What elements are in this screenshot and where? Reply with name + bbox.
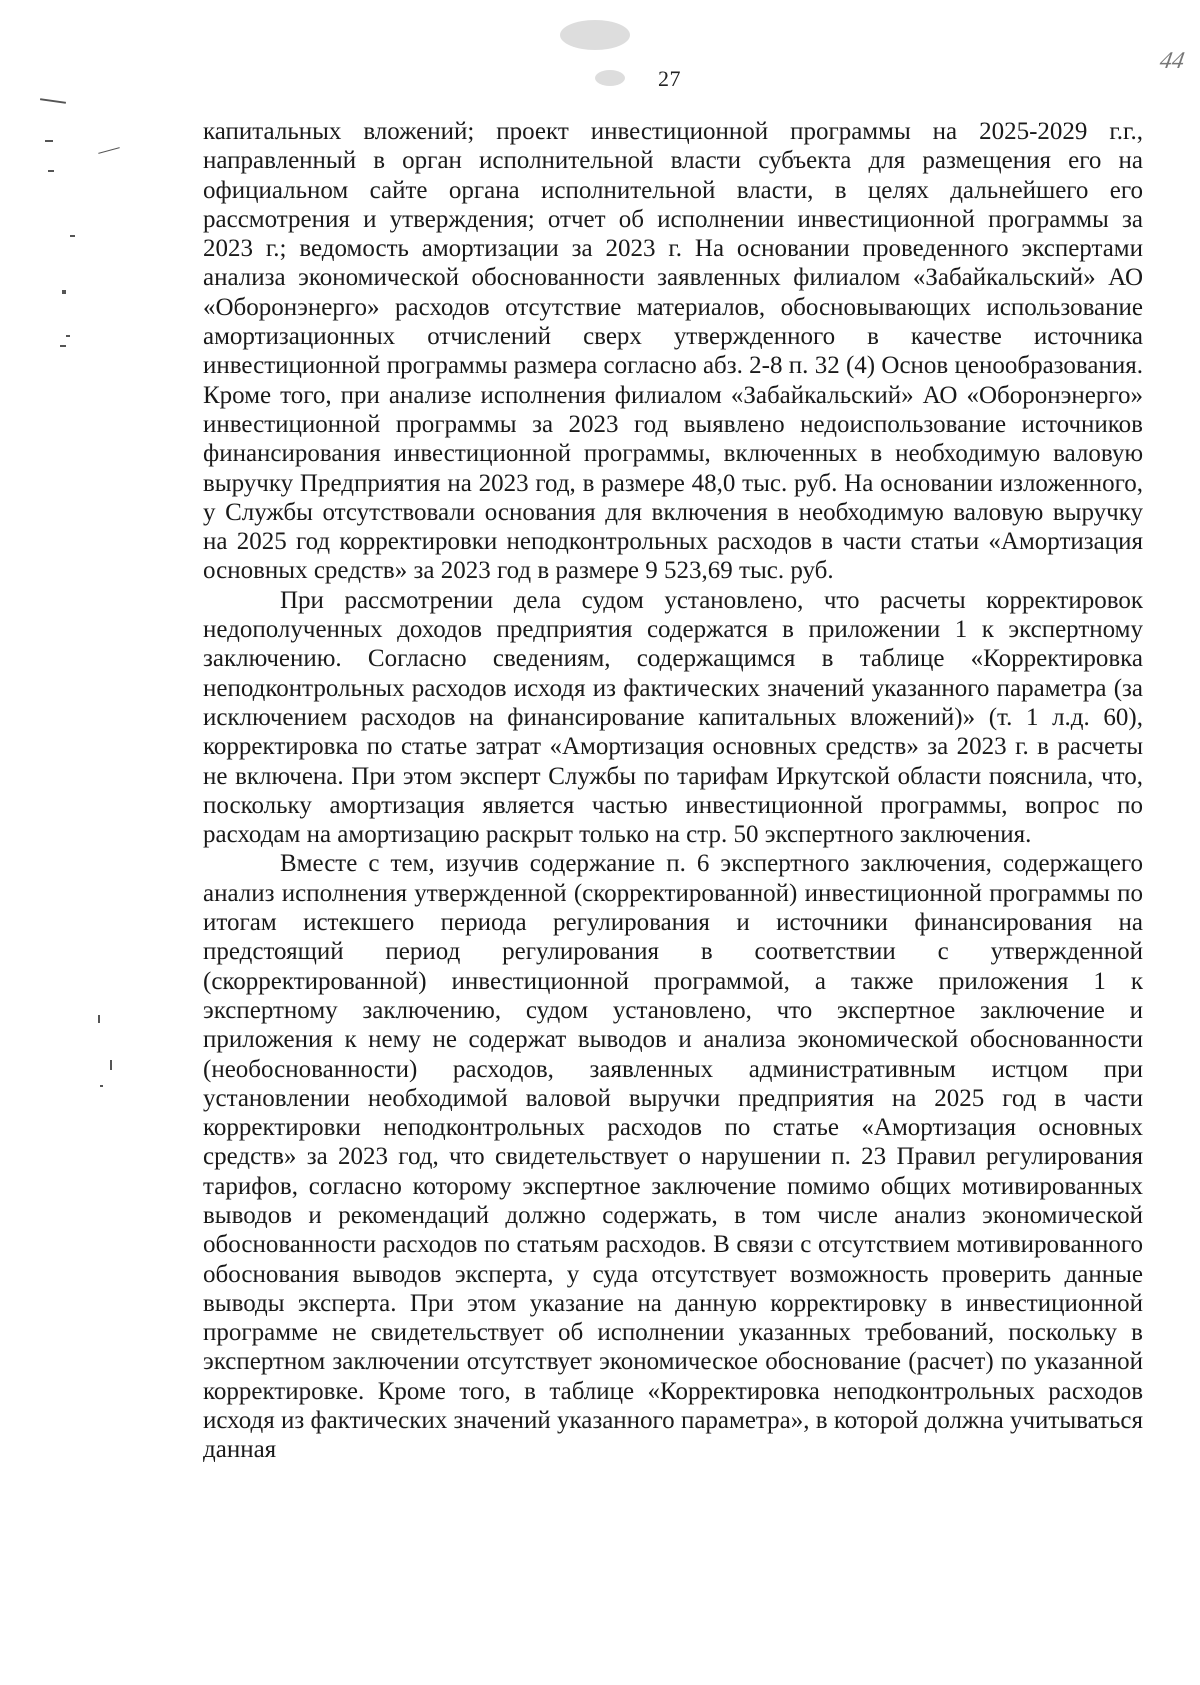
scan-artifact xyxy=(40,98,66,104)
scan-artifact xyxy=(48,170,54,172)
scan-artifact xyxy=(98,147,120,154)
scan-artifact xyxy=(98,1015,100,1023)
document-body xyxy=(203,117,1143,1465)
scan-artifact xyxy=(62,290,66,294)
paragraph: Вместе с тем, изучив содержание п. 6 экспертного заключения, содержащего анализ исполнения утвержденной (скорректированной) инвестиционной программы по итогам истекшего периода регулирования и источники финансирования на предстоящий период регулирования в соответствии с утвержденной (скорректированной) инвестиционной программой, а также приложения 1 к экспертному заключению, судом установлено, что экспертное заключение и приложения к нему не содержат выводов и анализа экономической обоснованности (необоснованности) расходов, заявленных административным истцом при установлении необходимой валовой выручки предприятия на 2025 год в части корректировки неподконтрольных расходов по статье «Амортизация основных средств» за 2023 год, что свидетельствует о нарушении п. 23 Правил регулирования тарифов, согласно которому экспертное заключение помимо общих мотивированных выводов и рекомендаций должно содержать, в том числе анализ экономической обоснованности расходов по статьям расходов. В связи с отсутствием мотивированного обоснования выводов эксперта, у суда отсутствует возможность проверить данные выводы эксперта. При этом указание на данную корректировку в инвестиционной программе не свидетельствует об исполнении указанных требований, поскольку в экспертном заключении отсутствует экономическое обоснование (расчет) по указанной корректировке. Кроме того, в таблице «Корректировка неподконтрольных расходов исходя из фактических значений указанного параметра», в которой должна учитываться данная xyxy=(203,850,1143,1464)
handwritten-sheet-number: 44 xyxy=(1157,48,1187,74)
scan-smudge xyxy=(560,20,630,50)
scan-artifact xyxy=(45,140,53,142)
scan-artifact xyxy=(66,335,70,337)
scan-artifact xyxy=(110,1060,112,1070)
scan-smudge xyxy=(595,70,625,86)
scan-artifact xyxy=(70,235,75,237)
scan-artifact xyxy=(60,345,66,347)
page-number: 27 xyxy=(658,66,681,91)
scan-artifact xyxy=(100,1085,103,1087)
paragraph: При рассмотрении дела судом установлено, что расчеты корректировок недополученных доходов предприятия содержатся в приложении 1 к экспертному заключению. Согласно сведениям, содержащимся в таблице «Корректировка неподконтрольных расходов исходя из фактических значений указанного параметра (за исключением расходов на финансирование капитальных вложений)» (т. 1 л.д. 60), корректировка по статье затрат «Амортизация основных средств» за 2023 г. в расчеты не включена. При этом эксперт Службы по тарифам Иркутской области пояснила, что, поскольку амортизация является частью инвестиционной программы, вопрос по расходам на амортизацию раскрыт только на стр. 50 экспертного заключения. xyxy=(203,586,1143,849)
paragraph: капитальных вложений; проект инвестиционной программы на 2025-2029 г.г., направленный в орган исполнительной власти субъекта для размещения его на официальном сайте органа исполнительной власти, в целях дальнейшего его рассмотрения и утверждения; отчет об исполнении инвестиционной программы за 2023 г.; ведомость амортизации за 2023 г. На основании проведенного экспертами анализа экономической обоснованности заявленных филиалом «Забайкальский» АО «Оборонэнерго» расходов отсутствие материалов, обосновывающих использование амортизационных отчислений сверх утвержденного в качестве источника инвестиционной программы размера согласно абз. 2-8 п. 32 (4) Основ ценообразования. Кроме того, при анализе исполнения филиалом «Забайкальский» АО «Оборонэнерго» инвестиционной программы за 2023 год выявлено недоиспользование источников финансирования инвестиционной программы, включенных в необходимую валовую выручку Предприятия на 2023 год, в размере 48,0 тыс. руб. На основании изложенного, у Службы отсутствовали основания для включения в необходимую валовую выручку на 2025 год корректировки неподконтрольных расходов в части статьи «Амортизация основных средств» за 2023 год в размере 9 523,69 тыс. руб. xyxy=(203,118,1143,585)
